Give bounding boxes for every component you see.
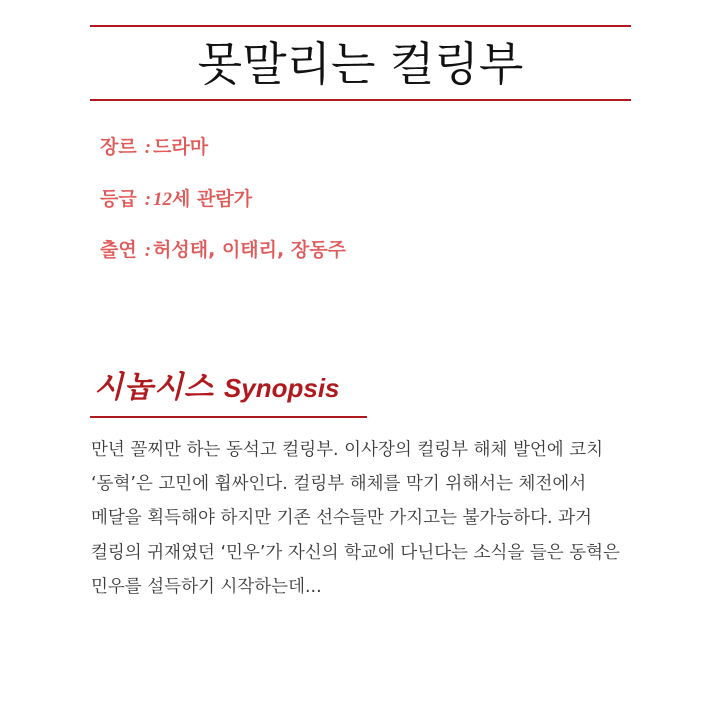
synopsis-heading <box>94 362 340 406</box>
cast-separator: : <box>144 240 152 261</box>
synopsis-underline <box>90 416 367 418</box>
genre-line <box>100 134 208 161</box>
genre-label: 장르 <box>100 136 137 158</box>
page-title: 못말리는 컬링부 <box>197 37 524 91</box>
rating-line <box>100 186 252 213</box>
title-top-rule <box>90 25 631 27</box>
synopsis-line: 민우를 설득하기 시작하는데... <box>91 576 322 597</box>
cast-label: 출연 <box>100 239 137 261</box>
synopsis-body <box>91 433 691 604</box>
title-bottom-rule <box>90 99 631 101</box>
synopsis-line: 만년 꼴찌만 하는 동석고 컬링부. 이사장의 컬링부 해체 발언에 코치 <box>91 440 604 460</box>
synopsis-heading-korean: 시놉시스 <box>94 370 214 405</box>
rating-separator: : <box>144 189 152 210</box>
cast-line <box>100 237 346 264</box>
rating-age: 12 <box>153 189 173 210</box>
synopsis-line: 메달을 획득해야 하지만 기존 선수들만 가지고는 불가능하다. 과거 <box>91 508 592 529</box>
rating-value: 세 관람가 <box>172 188 253 210</box>
synopsis-heading-english: Synopsis <box>223 373 340 403</box>
genre-value: 드라마 <box>153 136 209 158</box>
synopsis-line: ‘동혁’은 고민에 휩싸인다. 컬링부 해체를 막기 위해서는 체전에서 <box>91 474 587 495</box>
cast-value: 허성태, 이태리, 장동주 <box>153 239 346 261</box>
synopsis-line: 컬링의 귀재였던 ‘민우’가 자신의 학교에 다닌다는 소식을 들은 동혁은 <box>91 542 620 563</box>
rating-label: 등급 <box>100 188 137 210</box>
genre-separator: : <box>144 137 152 158</box>
